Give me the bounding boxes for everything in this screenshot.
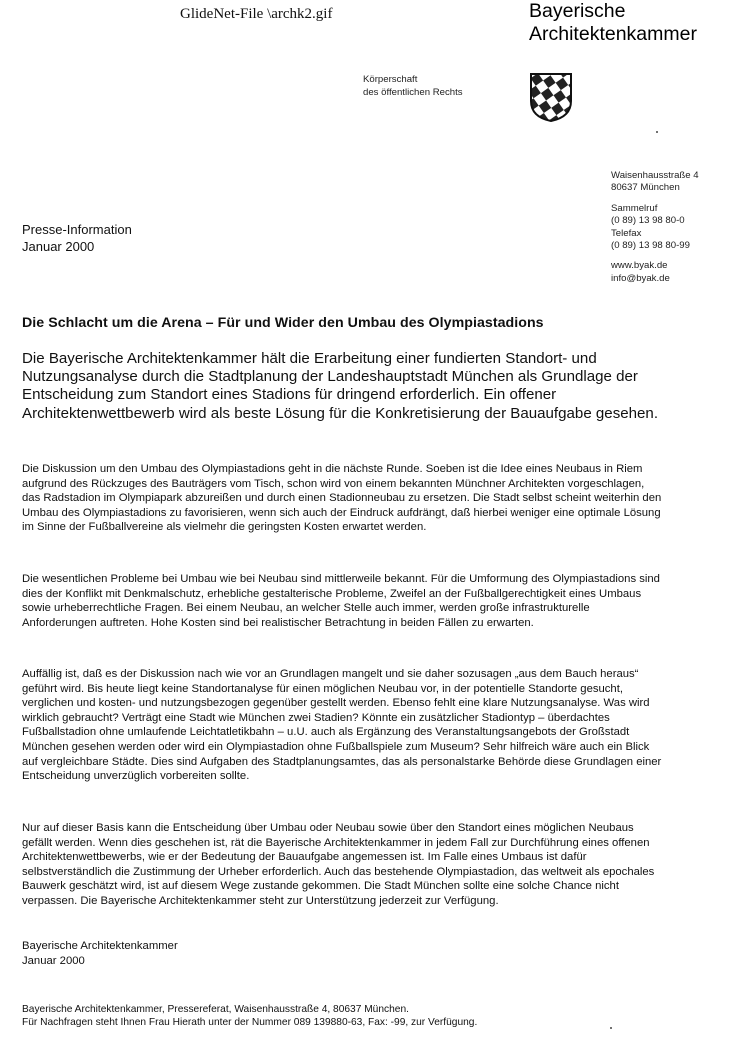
footer-line1: Bayerische Architektenkammer, Pressereferat, Waisenhausstraße 4, 80637 München. (22, 1004, 409, 1015)
fax-label: Telefax (611, 227, 642, 239)
fax-number: (0 89) 13 98 80-99 (611, 240, 690, 252)
lead-paragraph: Die Bayerische Architektenkammer hält die Erarbeitung einer fundierten Standort- und Nutzungsanalyse durch die Stadtplanung der Landeshauptstadt München als Grundlage der Entscheidung zum Standort eines Stadions für dringend erforderlich. Ein offener Architektenwettbewerb wird als beste Lösung für die Konkretisierung der Bauaufgabe gesehen. (22, 350, 659, 422)
organization-name (529, 0, 697, 46)
address-block (611, 170, 699, 285)
press-info (22, 221, 132, 255)
phone-label: Sammelruf (611, 202, 658, 214)
website: www.byak.de (611, 260, 668, 272)
corp-line1: Körperschaft (363, 74, 418, 85)
footer (22, 1003, 477, 1030)
org-name-line2: Architektenkammer (529, 23, 697, 45)
address-street: Waisenhausstraße 4 (611, 170, 699, 181)
signature-org: Bayerische Architektenkammer (22, 940, 178, 952)
phone-number: (0 89) 13 98 80-0 (611, 215, 685, 227)
footer-line2: Für Nachfragen steht Ihnen Frau Hierath unter der Nummer 089 139880-63, Fax: -99, zur Verfügung. (22, 1017, 478, 1029)
bavarian-crest-icon (528, 71, 574, 123)
signature-date: Januar 2000 (22, 954, 85, 967)
corporation-note (363, 73, 463, 99)
scan-speck (656, 131, 658, 133)
press-date: Januar 2000 (22, 239, 95, 254)
fax-file-header: GlideNet-File \archk2.gif (180, 6, 333, 22)
corp-line2: des öffentlichen Rechts (363, 87, 463, 98)
signature (22, 939, 178, 968)
body-paragraph-3: Auffällig ist, daß es der Diskussion nach wie vor an Grundlagen mangelt und sie daher sozusagen „aus dem Bauch heraus“ geführt wird. Bis heute liegt keine Standortanalyse für einen möglichen Neubau vor, in der potentielle Standorte gesucht, verglichen und kosten- und nutzungsbezogen gegenüber gestellt werden. Ebenso fehlt eine klare Nutzungsanalyse. Was wird wirklich gebraucht? Verträgt eine Stadt wie München zwei Stadien? Könnte ein zusätzlicher Stadiontyp – überdachtes Fußballstadion ohne umlaufende Leichtatletikbahn – u.U. auch als Ergänzung des Veranstaltungsangebots der Großstadt München gesehen werden oder wird ein Olympiastadion ohne Fußballspiele zum Museum? Sehr hilfreich wäre auch ein Blick auf vergleichbare Städte. Dies sind Aufgaben des Stadtplanungsamtes, das als personalstarke Behörde diese Grundlagen einer Entscheidung unverzüglich vorbereiten sollte. (22, 668, 662, 783)
press-label: Presse-Information (22, 222, 132, 237)
scan-speck (610, 1027, 612, 1029)
headline: Die Schlacht um die Arena – Für und Wider den Umbau des Olympiastadions (22, 315, 544, 331)
address-city: 80637 München (611, 182, 680, 194)
body-paragraph-1: Die Diskussion um den Umbau des Olympiastadions geht in die nächste Runde. Soeben ist die Idee eines Neubaus in Riem aufgrund des Rückzuges des Bauträgers vom Tisch, schon wird von einem bekannten Münchner Architekten vorgeschlagen, das Radstadion im Olympiapark abzureißen und durch einen Stadionneubau zu ersetzen. Die Stadt selbst scheint weiterhin den Umbau des Olympiastadions zu favorisieren, wenn sich auch der Eindruck aufdrängt, daß hierbei weniger eine optimale Lösung im Sinne der Fußballvereine als vielmehr die geringsten Kosten erwartet werden. (22, 463, 662, 534)
body-paragraph-4: Nur auf dieser Basis kann die Entscheidung über Umbau oder Neubau sowie über den Standort eines möglichen Neubaus gefällt werden. Wenn dies geschehen ist, rät die Bayerische Architektenkammer in jedem Fall zur Durchführung eines offenen Architektenwettbewerbs, wie er der Bedeutung der Bauaufgabe angemessen ist. Im Falle eines Umbaus ist dafür selbstverständlich die Zustimmung der Urheber erforderlich. Auch das bestehende Olympiastadion, das weltweit als epochales Bauwerk geschätzt wird, ist auf diesem Wege zustande gekommen. Die Stadt München sollte eine solche Chance nicht verpassen. Die Bayerische Architektenkammer steht zur Unterstützung jederzeit zur Verfügung. (22, 822, 655, 907)
body-paragraph-2: Die wesentlichen Probleme bei Umbau wie bei Neubau sind mittlerweile bekannt. Für die Umformung des Olympiastadions sind dies der Konflikt mit Denkmalschutz, erhebliche gestalterische Probleme, Zweifel an der Fußballgerechtigkeit eines Umbaus sowie urheberrechtliche Fragen. Bei einem Neubau, an welcher Stelle auch immer, werden große infrastrukturelle Anforderungen auftreten. Hohe Kosten sind bei realistischer Betrachtung in beiden Fällen zu erwarten. (22, 573, 660, 629)
email: info@byak.de (611, 272, 670, 284)
org-name-line1: Bayerische (529, 0, 626, 22)
